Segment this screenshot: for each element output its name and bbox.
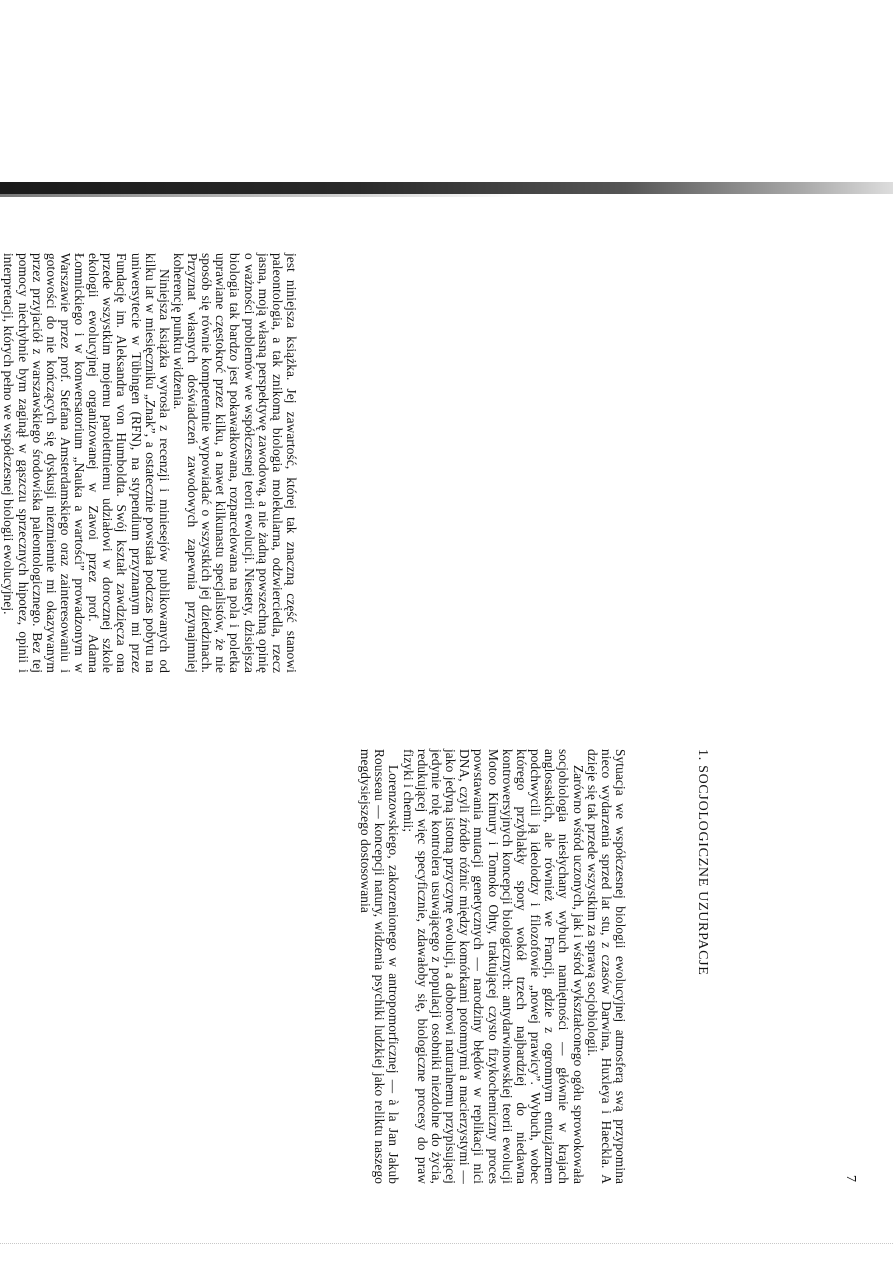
left-column-rotated <box>0 253 298 673</box>
page-number: 7 <box>843 1175 858 1182</box>
preface-paragraph-1: jest niniejsza książka. Jej zawartość, której tak znaczną część stanowi paleontologia, a tak znikomą biologia molekularna, odzwierciedla, rzecz jasna, moją własną perspektywę zawodową, a nie żadną powszechną opinię o ważności problemów we współczesnej teorii ewolucji. Niestety, dzisiejsza biologia tak bardzo jest pokawałkowana, rozparcelowana na pola i poletka uprawiane częstokroć przez kilku, a nawet kilkunastu specjalistów, że nie sposób się równie kompetentnie wypowiadać o wszystkich jej dziedzinach. Przyznat własnych doświadczeń zawodowych zapewnia przynajmniej koherencję punktu widzenia. <box>171 253 299 673</box>
right-column-rotated <box>100 749 710 1184</box>
scan-dust-line <box>0 1243 893 1245</box>
chapter-paragraph-1: Sytuacja we współczesnej biologii ewolucyjnej atmosferą swą przypomina nieco wydarzenia sprzed lat stu, z czasów Darwina, Huxleya i Haeckla. A dzieje się tak przede wszystkim za sprawą socjobiologii. <box>584 749 628 1184</box>
chapter-heading: 1. SOCJOLOGICZNE UZURPACJE <box>695 749 710 976</box>
preface-paragraph-2: Niniejsza książka wyrosła z recenzji i miniesejów publikowanych od kilku lat w miesięczniku „Znak”, a ostatecznie powstała podczas pobytu na uniwersytecie w Tübingen (RFN), na stypendium przyznanym mi przez Fundację im. Aleksandra von Humboldta. Swój kształt zawdzięcza ona przede wszystkim mojemu parolettniemu udziałowi w dorocznej szkole ekologii ewolucyjnej organizowanej w Zawoi przez prof. Adama Łomnickiego i w konwersatorium „Nauka a wartości” prowadzonym w Warszawie przez prof. Stefana Amsterdamskiego oraz zainteresowaniu i gotowości do nie kończących się dyskusji niezmiennie mi okazywanym przez przyjaciół z warszawskiego środowiska paleontologicznego. Bez tej pomocy niechybnie bym zaginął w gąszczu sprzecznych hipotez, opinii i interpretacji, których pełno we współczesnej biologii ewolucyjnej. <box>1 253 172 673</box>
chapter-text <box>107 749 627 1184</box>
scan-shadow-edge <box>0 194 520 197</box>
preface-text <box>0 253 298 673</box>
chapter-paragraph-2: Zarówno wśród uczonych, jak i wśród wykształconego ogółu sprowokowała socjobiologia niesłychany wybuch namiętności — głównie w krajach anglosaskich, ale również we Francji, gdzie z ogromnym entuzjazmem podchwycili ją ideolodzy i filozofowie „nowej prawicy”. Wybuch, wobec którego przyblakły spory wokół trzech najbardziej do niedawna kontrowersyjnych koncepcji biologicznych: antydarwinowskiej teorii ewolucji Motoo Kimury i Tomoko Ohty, traktującej czysto fizykochemiczny proces powstawania mutacji genetycznych — narodziny błędów w replikacji nici DNA, czyli źródło różnic między komórkami potomnymi a macierzystymi — jako jedyną istotną przyczynę ewolucji, a doborowi naturalnemu przypisującej jedynie rolę kontrolera usuwającego z populacji osobniki niezdolne do życia, redukującej więc specyficznie, zdawałoby się, biologiczne procesy do praw fizyki i chemii; <box>400 749 586 1184</box>
scan-shadow-bar <box>0 182 893 194</box>
chapter-paragraph-3: Lorenzowskiego, zakorzenionego w antropomorficznej — à la Jan Jakub Rousseau — koncepcji natury, widzenia psychiki ludzkiej jako reliktu naszego megdysiejszego dostosowania <box>358 749 402 1184</box>
